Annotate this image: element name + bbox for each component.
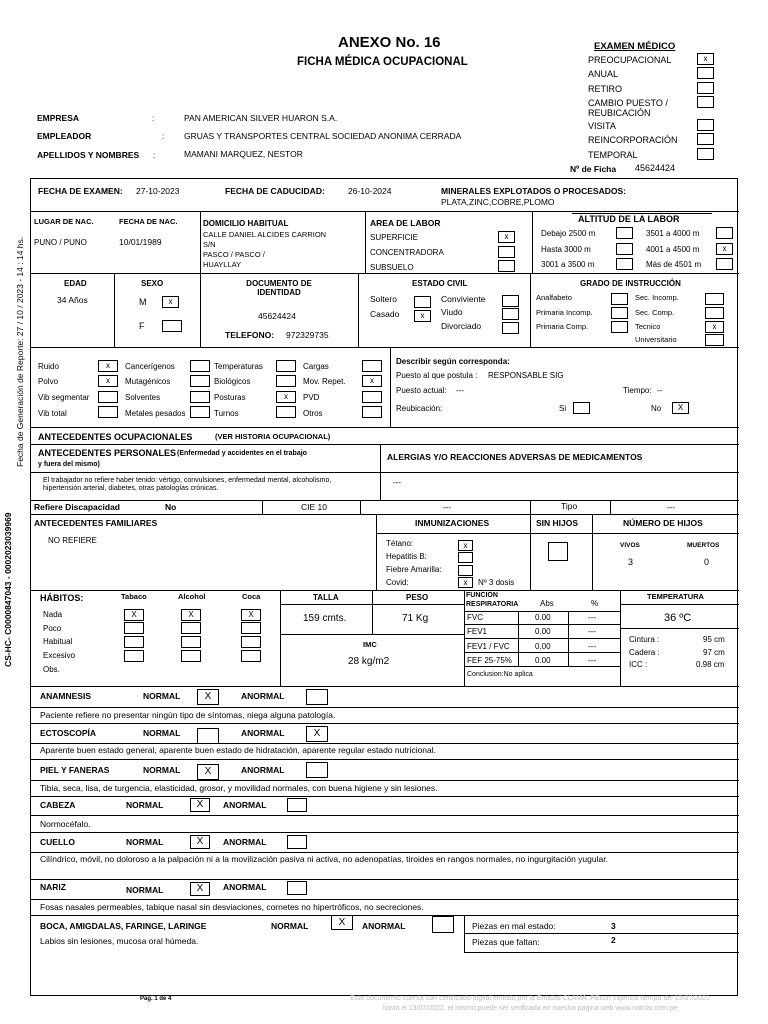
habito-row-label: Habitual	[43, 637, 73, 646]
anormal-label: ANORMAL	[241, 728, 285, 738]
side-code-text: CS-HC- C0000847043 - 0002023039969	[3, 512, 13, 667]
cintura-value: 95 cm	[703, 635, 725, 644]
risk-checkbox[interactable]	[362, 360, 382, 372]
nariz-label: NARIZ	[40, 882, 66, 892]
grado-option-label: Sec. Comp.	[635, 308, 675, 317]
boca-text: Labios sin lesiones, mucosa oral húmeda.	[40, 936, 199, 946]
peso-label: PESO	[406, 593, 429, 602]
form-title: FICHA MÉDICA OCUPACIONAL	[297, 56, 468, 68]
cuello-label: CUELLO	[40, 837, 75, 847]
altitud-checkbox[interactable]	[616, 243, 633, 255]
civil-option-label: Soltero	[370, 294, 397, 304]
vacuna-label: Covid:	[386, 578, 409, 587]
risk-checkbox[interactable]: x	[98, 375, 118, 387]
nariz-text: Fosas nasales permeables, tabique nasal sin desviaciones, cornetes no hipertróficos, no secreciones.	[40, 902, 424, 912]
ficha-label: Nº de Ficha	[570, 164, 617, 174]
lugar-nac-value: PUNO / PUNO	[34, 238, 87, 247]
habito-row-label: Excesivo	[43, 651, 76, 660]
empleador-value: GRUAS Y TRANSPORTES CENTRAL SOCIEDAD ANONIMA CERRADA	[184, 131, 462, 141]
anormal-label: ANORMAL	[223, 882, 267, 892]
altitud-option-label: 4001 a 4500 m	[646, 245, 700, 254]
habito-checkbox[interactable]	[124, 650, 144, 662]
resp-conclusion: Conclusion:No aplica	[467, 671, 533, 678]
hijos-muertos-label: MUERTOS	[687, 542, 720, 549]
talla-value: 159 cmts.	[303, 613, 347, 624]
ant-personales-note: (Enfermedad y accidentes en el trabajo	[177, 450, 307, 457]
vacuna-checkbox[interactable]	[458, 552, 473, 563]
ectoscopia-anormal-checkbox[interactable]: X	[306, 726, 328, 742]
telefono-value: 972329735	[286, 330, 329, 340]
civil-checkbox[interactable]	[502, 322, 519, 334]
risk-label: Temperaturas	[214, 362, 263, 371]
documento-label: DOCUMENTO DE IDENTIDAD	[246, 279, 312, 298]
temperatura-label: TEMPERATURA	[647, 592, 704, 601]
piel-anormal-checkbox[interactable]	[306, 762, 328, 778]
risk-checkbox[interactable]	[190, 375, 210, 387]
lugar-nac-label: LUGAR DE NAC.	[34, 217, 94, 226]
caducidad-label: FECHA DE CADUCIDAD:	[225, 186, 325, 196]
puesto-actual-value: ---	[456, 386, 464, 395]
puesto-value: RESPONSABLE SIG	[488, 371, 564, 380]
piezas-faltan-value: 2	[611, 935, 616, 945]
telefono-label: TELEFONO:	[225, 330, 275, 340]
habito-checkbox[interactable]	[241, 650, 261, 662]
hijos-vivos-label: VIVOS	[620, 542, 640, 549]
hijos-vivos-value: 3	[628, 557, 634, 567]
describe-label: Describir según corresponda:	[396, 357, 510, 366]
icc-label: ICC :	[629, 660, 648, 669]
funcion-respiratoria-label: FUNCIÓN RESPIRATORIA	[466, 592, 519, 609]
piel-normal-checkbox[interactable]: X	[197, 764, 219, 780]
alergias-label: ALERGIAS Y/O REACCIONES ADVERSAS DE MEDICAMENTOS	[387, 452, 643, 462]
domicilio-label: DOMICILIO HABITUAL	[203, 219, 289, 228]
resp-row-label: FEF 25-75%	[467, 656, 512, 665]
colon: :	[162, 132, 165, 141]
habito-col-label: Alcohol	[178, 592, 206, 601]
tipo-label: Tipo	[561, 501, 578, 511]
nombres-value: MAMANI MARQUEZ, NESTOR	[184, 149, 303, 159]
reubicacion-si-label: Si	[559, 404, 567, 413]
talla-label: TALLA	[313, 593, 339, 602]
exam-type-label: ANUAL	[588, 69, 619, 79]
exam-type-label: VISITA	[588, 121, 616, 131]
altitud-checkbox[interactable]	[616, 258, 633, 270]
resp-abs-label: Abs	[540, 599, 554, 608]
resp-row-abs: 0.00	[535, 627, 551, 636]
anamnesis-label: ANAMNESIS	[40, 691, 92, 701]
risk-label: Turnos	[214, 409, 239, 418]
ectoscopia-normal-checkbox[interactable]	[197, 728, 219, 744]
boca-normal-checkbox[interactable]: X	[331, 915, 353, 930]
civil-checkbox[interactable]: x	[414, 310, 431, 322]
piezas-mal-value: 3	[611, 921, 616, 931]
cie10-value: ---	[443, 503, 451, 512]
habito-checkbox[interactable]	[181, 650, 201, 662]
habito-checkbox[interactable]	[181, 636, 201, 648]
civil-option-label: Divorciado	[441, 321, 482, 331]
cabeza-normal-checkbox[interactable]: X	[190, 798, 210, 812]
colon: :	[153, 151, 156, 160]
habito-checkbox[interactable]	[241, 622, 261, 634]
risk-checkbox[interactable]	[276, 375, 296, 387]
normal-label: NORMAL	[126, 837, 164, 847]
cintura-label: Cintura :	[629, 635, 660, 644]
habito-checkbox[interactable]	[124, 622, 144, 634]
risk-label: Polvo	[38, 377, 59, 386]
vacuna-label: Fiebre Amarilla:	[386, 565, 442, 574]
habito-checkbox[interactable]	[181, 622, 201, 634]
ectoscopia-label: ECTOSCOPÍA	[40, 728, 97, 738]
civil-checkbox[interactable]	[414, 296, 431, 308]
risk-label: Mutagénicos	[125, 377, 171, 386]
habito-checkbox[interactable]: X	[181, 609, 201, 621]
cabeza-text: Normocéfalo.	[40, 819, 91, 829]
exam-type-checkbox[interactable]	[697, 148, 714, 160]
civil-checkbox[interactable]	[502, 295, 519, 307]
normal-label: NORMAL	[126, 885, 164, 895]
exam-type-checkbox[interactable]	[697, 119, 714, 131]
risk-label: Vib segmentar	[38, 393, 90, 402]
grado-option-label: Primaria Comp.	[536, 322, 589, 331]
resp-pct-label: %	[591, 599, 599, 608]
altitud-label: ALTITUD DE LA LABOR	[578, 214, 680, 224]
exam-type-checkbox[interactable]: x	[697, 53, 714, 65]
exam-type-label: TEMPORAL	[588, 150, 638, 160]
grado-checkbox[interactable]	[705, 293, 724, 305]
altitud-checkbox[interactable]: x	[716, 243, 733, 255]
area-checkbox[interactable]: x	[498, 231, 515, 243]
sexo-m-checkbox[interactable]: x	[162, 296, 179, 308]
risk-checkbox[interactable]	[190, 406, 210, 418]
exam-type-label: REINCORPORACIÓN	[588, 135, 678, 145]
anamnesis-anormal-checkbox[interactable]	[306, 689, 328, 705]
temperatura-value: 36 ºC	[664, 612, 692, 624]
vacuna-label: Tétano:	[386, 539, 414, 548]
vacuna-checkbox[interactable]	[458, 565, 473, 576]
normal-label: NORMAL	[143, 765, 181, 775]
imc-value: 28 kg/m2	[348, 656, 390, 667]
civil-option-label: Viudo	[441, 307, 463, 317]
estado-civil-label: ESTADO CIVIL	[412, 279, 468, 288]
ant-ocupacionales-label: ANTECEDENTES OCUPACIONALES	[38, 432, 193, 442]
anormal-label: ANORMAL	[241, 691, 285, 701]
area-label: AREA DE LABOR	[370, 218, 441, 228]
civil-option-label: Conviviente	[441, 294, 486, 304]
altitud-option-label: Más de 4501 m	[646, 260, 702, 269]
resp-row-pct: ---	[588, 613, 596, 622]
alergias-value: ---	[393, 478, 401, 487]
civil-option-label: Casado	[370, 309, 400, 319]
domicilio-line: HUAYLLAY	[203, 260, 242, 269]
grado-option-label: Tecnico	[635, 322, 661, 331]
grado-checkbox[interactable]: x	[705, 321, 724, 333]
risk-label: Solventes	[125, 393, 161, 402]
altitud-option-label: 3001 a 3500 m	[541, 260, 595, 269]
risk-label: Vib total	[38, 409, 67, 418]
altitud-checkbox[interactable]	[616, 227, 633, 239]
covid-dosis: Nº 3 dosis	[478, 578, 515, 587]
grado-checkbox[interactable]	[611, 307, 628, 319]
risk-checkbox[interactable]	[362, 391, 382, 403]
resp-row-abs: 0.00	[535, 656, 551, 665]
vacuna-checkbox[interactable]: x	[458, 577, 473, 588]
documento-value: 45624424	[258, 311, 296, 321]
risk-label: Mov. Repet.	[303, 377, 346, 386]
cuello-text: Cilíndrico, móvil, no doloroso a la palpación ni a la movilización pasiva ni activa, no adenopatías, tiroides en rangos normales, no ingurgitación yugular.	[40, 854, 608, 864]
sin-hijos-label: SIN HIJOS	[536, 518, 579, 528]
side-report-ids	[3, 222, 25, 672]
area-option-label: CONCENTRADORA	[370, 248, 444, 257]
altitud-option-label: Debajo 2500 m	[541, 229, 596, 238]
nombres-label: APELLIDOS Y NOMBRES	[37, 150, 140, 160]
vacuna-label: Hepatitis B:	[386, 552, 427, 561]
hijos-muertos-value: 0	[704, 557, 710, 567]
anormal-label: ANORMAL	[223, 837, 267, 847]
ant-personales-note: y fuera del mismo)	[38, 461, 100, 468]
cabeza-anormal-checkbox[interactable]	[287, 798, 307, 812]
reubicacion-si-checkbox[interactable]	[573, 402, 590, 414]
risk-label: Cancerígenos	[125, 362, 175, 371]
resp-row-pct: ---	[588, 627, 596, 636]
exam-type-checkbox[interactable]	[697, 82, 714, 94]
resp-row-label: FEV1	[467, 627, 488, 636]
discapacidad-label: Refiere Discapacidad	[34, 502, 120, 512]
page-number: Pág. 1 de 4	[140, 996, 172, 1002]
habito-checkbox[interactable]	[241, 636, 261, 648]
sexo-m-label: M	[139, 297, 147, 307]
exam-type-label: RETIRO	[588, 84, 623, 94]
normal-label: NORMAL	[126, 800, 164, 810]
peso-value: 71 Kg	[402, 613, 429, 624]
piezas-mal-label: Piezas en mal estado:	[472, 921, 556, 931]
ant-familiares-label: ANTECEDENTES FAMILIARES	[34, 518, 158, 528]
certificate-note-line: hasta el 13/07/2022, el mismo puede ser verificada en nuestra pagina web www.natclar.com.pe	[382, 1005, 678, 1012]
grado-checkbox[interactable]	[705, 334, 724, 346]
exam-type-checkbox[interactable]	[697, 133, 714, 145]
discapacidad-value: No	[165, 502, 177, 512]
nariz-anormal-checkbox[interactable]	[287, 881, 307, 895]
cie10-label: CIE 10	[301, 502, 327, 512]
tiempo-value: --	[657, 386, 663, 395]
habito-checkbox[interactable]: X	[124, 609, 144, 621]
fecha-examen-value: 27-10-2023	[136, 186, 180, 196]
boca-label: BOCA, AMIGDALAS, FARINGE, LARINGE	[40, 921, 207, 931]
risk-checkbox[interactable]	[362, 406, 382, 418]
exam-type-checkbox[interactable]	[697, 96, 714, 108]
nariz-normal-checkbox[interactable]: X	[190, 882, 210, 896]
area-checkbox[interactable]	[498, 246, 515, 258]
tiempo-label: Tiempo:	[623, 386, 652, 395]
risk-label: Otros	[303, 409, 323, 418]
habito-checkbox[interactable]	[124, 636, 144, 648]
grado-checkbox[interactable]	[705, 307, 724, 319]
anormal-label: ANORMAL	[223, 800, 267, 810]
anamnesis-text: Paciente refiere no presentar ningún tipo de síntomas, niega alguna patología.	[40, 710, 336, 720]
area-checkbox[interactable]	[498, 260, 515, 272]
imc-label: IMC	[363, 640, 377, 649]
risk-label: PVD	[303, 393, 320, 402]
ficha-number: 45624424	[635, 163, 676, 173]
grado-checkbox[interactable]	[611, 293, 628, 305]
risk-checkbox[interactable]	[190, 360, 210, 372]
exam-type-label: PREOCUPACIONAL	[588, 55, 672, 65]
risk-checkbox[interactable]	[276, 360, 296, 372]
normal-label: NORMAL	[143, 691, 181, 701]
habitos-label: HÁBITOS:	[40, 593, 84, 603]
risk-label: Metales pesados	[125, 409, 186, 418]
ant-personales-text: El trabajador no refiere haber tenido: vértigo, convulsiones, enfermedad mental, alcoholismo, hipertensión arterial, diabetes, otras patologías crónicas.	[43, 477, 332, 493]
cadera-label: Cadera :	[629, 648, 660, 657]
resp-row-label: FEV1 / FVC	[467, 642, 510, 651]
fecha-nac-value: 10/01/1989	[119, 237, 162, 247]
inmunizaciones-label: INMUNIZACIONES	[415, 518, 490, 528]
edad-value: 34 Años	[57, 295, 88, 305]
reubicacion-no-label: No	[651, 404, 662, 413]
anamnesis-normal-checkbox[interactable]: X	[197, 689, 219, 705]
empleador-label: EMPLEADOR	[37, 131, 92, 141]
altitud-option-label: Hasta 3000 m	[541, 245, 591, 254]
domicilio-line: PASCO / PASCO /	[203, 250, 265, 259]
vacuna-checkbox[interactable]: x	[458, 540, 473, 551]
normal-label: NORMAL	[143, 728, 181, 738]
minerales-label: MINERALES EXPLOTADOS O PROCESADOS:	[441, 186, 626, 196]
civil-checkbox[interactable]	[502, 308, 519, 320]
sexo-f-checkbox[interactable]	[162, 320, 182, 332]
sexo-f-label: F	[139, 321, 145, 331]
habito-row-label: Obs.	[43, 665, 60, 674]
exam-type-checkbox[interactable]	[697, 67, 714, 79]
fecha-examen-label: FECHA DE EXAMEN:	[38, 186, 123, 196]
risk-checkbox[interactable]: x	[98, 360, 118, 372]
icc-value: 0.98 cm	[696, 660, 725, 669]
side-date-text: Fecha de Generación de Reporte: 27 / 10 / 2023 - 14 : 14 hs.	[15, 236, 25, 467]
habito-col-label: Tabaco	[121, 592, 147, 601]
domicilio-line: CALLE DANIEL ALCIDES CARRION	[203, 230, 327, 239]
puesto-label: Puesto al que postula :	[396, 371, 478, 380]
resp-row-label: FVC	[467, 613, 483, 622]
risk-label: Biológicos	[214, 377, 251, 386]
tipo-value: ---	[667, 503, 675, 512]
risk-checkbox[interactable]	[190, 391, 210, 403]
fecha-nac-label: FECHA DE NAC.	[119, 217, 178, 226]
cuello-normal-checkbox[interactable]: X	[190, 835, 210, 849]
altitud-checkbox[interactable]	[716, 227, 733, 239]
ant-familiares-value: NO REFIERE	[48, 536, 97, 545]
minerales-value: PLATA,ZINC,COBRE,PLOMO	[441, 197, 555, 207]
piel-faneras-text: Tibia, seca, lisa, de turgencia, elasticidad, grosor, y movilidad normales, con buena higiene y sin lesiones.	[40, 783, 438, 793]
risk-checkbox[interactable]	[98, 391, 118, 403]
risk-label: Ruido	[38, 362, 59, 371]
boca-anormal-checkbox[interactable]	[432, 916, 454, 933]
risk-label: Cargas	[303, 362, 329, 371]
altitud-checkbox[interactable]	[716, 258, 733, 270]
exam-type-label: CAMBIO PUESTO / REUBICACIÓN	[588, 98, 668, 119]
sexo-label: SEXO	[141, 279, 164, 288]
certificate-note-line: Este documento cuenta con certificado digital emitido por la Entidad CLAMA .PEcon vigencia tiempo del 13/07/2021	[350, 995, 710, 1002]
ant-ocupacionales-note: (VER HISTORIA OCUPACIONAL)	[215, 432, 331, 441]
grado-option-label: Universitario	[635, 335, 677, 344]
risk-checkbox[interactable]	[276, 406, 296, 418]
colon: :	[152, 114, 155, 123]
risk-label: Posturas	[214, 393, 246, 402]
risk-checkbox[interactable]	[98, 406, 118, 418]
cadera-value: 97 cm	[703, 648, 725, 657]
area-option-label: SUBSUELO	[370, 263, 414, 272]
ant-personales-label: ANTECEDENTES PERSONALES	[38, 448, 177, 458]
grado-option-label: Sec. Incomp.	[635, 293, 679, 302]
cabeza-label: CABEZA	[40, 800, 76, 810]
habito-col-label: Coca	[242, 592, 261, 601]
anormal-label: ANORMAL	[362, 921, 406, 931]
grado-option-label: Primaria Incomp.	[536, 308, 593, 317]
caducidad-value: 26-10-2024	[348, 186, 392, 196]
resp-row-pct: ---	[588, 642, 596, 651]
resp-row-pct: ---	[588, 656, 596, 665]
area-option-label: SUPERFICIE	[370, 233, 419, 242]
sin-hijos-checkbox[interactable]	[548, 542, 568, 561]
ectoscopia-text: Aparente buen estado general, aparente buen estado de hidratación, aparente regular estado nutricional.	[40, 745, 437, 755]
piel-faneras-label: PIEL Y FANERAS	[40, 765, 110, 775]
altitud-option-label: 3501 a 4000 m	[646, 229, 700, 238]
resp-row-abs: 0.00	[535, 642, 551, 651]
reubicacion-label: Reubicación:	[396, 404, 443, 413]
resp-row-abs: 0.00	[535, 613, 551, 622]
numero-hijos-label: NÚMERO DE HIJOS	[623, 518, 703, 528]
habito-checkbox[interactable]: X	[241, 609, 261, 621]
grado-label: GRADO DE INSTRUCCIÓN	[580, 279, 681, 288]
habito-row-label: Nada	[43, 610, 63, 619]
puesto-actual-label: Puesto actual:	[396, 386, 447, 395]
reubicacion-no-checkbox[interactable]: X	[672, 402, 689, 414]
annex-title: ANEXO No. 16	[338, 34, 441, 51]
risk-checkbox[interactable]: x	[276, 391, 296, 403]
edad-label: EDAD	[64, 279, 87, 288]
empresa-label: EMPRESA	[37, 113, 80, 123]
grado-option-label: Analfabeto	[536, 293, 572, 302]
cuello-anormal-checkbox[interactable]	[287, 835, 307, 849]
exam-type-title: EXAMEN MÉDICO	[594, 41, 676, 52]
habito-row-label: Poco	[43, 624, 62, 633]
empresa-value: PAN AMERICAN SILVER HUARON S.A.	[184, 113, 338, 123]
piezas-faltan-label: Piezas que faltan:	[472, 937, 540, 947]
anormal-label: ANORMAL	[241, 765, 285, 775]
normal-label: NORMAL	[271, 921, 309, 931]
risk-checkbox[interactable]: x	[362, 375, 382, 387]
domicilio-line: S/N	[203, 240, 216, 249]
grado-checkbox[interactable]	[611, 321, 628, 333]
